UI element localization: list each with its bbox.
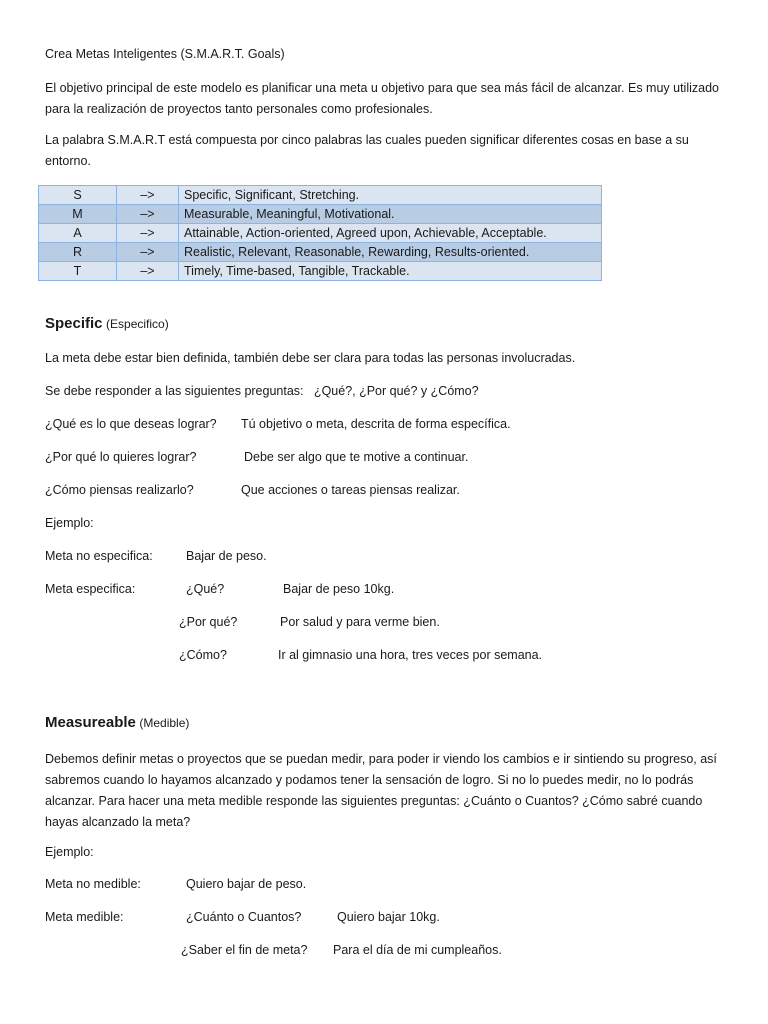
smart-table [38, 185, 602, 281]
specific-heading-title: Specific [45, 315, 103, 332]
table-row [39, 186, 602, 205]
table-row [39, 262, 602, 281]
specific-goal-answer-how: Ir al gimnasio una hora, tres veces por semana. [278, 648, 543, 662]
measureable-heading-title: Measureable [45, 714, 136, 731]
table-arrow: –> [117, 205, 179, 224]
specific-example-label: Ejemplo: [45, 516, 94, 530]
question-what: ¿Qué es lo que deseas lograr? [45, 417, 217, 431]
document-title: Crea Metas Inteligentes (S.M.A.R.T. Goals) [45, 47, 285, 61]
measurable-goal-question-how-much: ¿Cuánto o Cuantos? [186, 910, 302, 924]
non-specific-goal-value: Bajar de peso. [186, 549, 267, 563]
answer-what: Tú objetivo o meta, descrita de forma específica. [241, 417, 511, 431]
answer-how: Que acciones o tareas piensas realizar. [241, 483, 460, 497]
specific-paragraph-1: La meta debe estar bien definida, también debe ser clara para todas las personas involucradas. [45, 351, 576, 365]
question-why: ¿Por qué lo quieres lograr? [45, 450, 197, 464]
table-letter: R [39, 243, 117, 262]
table-letter: A [39, 224, 117, 243]
table-row [39, 224, 602, 243]
specific-goal-answer-what: Bajar de peso 10kg. [283, 582, 395, 596]
question-how: ¿Cómo piensas realizarlo? [45, 483, 194, 497]
measurable-goal-question-end: ¿Saber el fin de meta? [181, 943, 308, 957]
intro-paragraph-2: La palabra S.M.A.R.T está compuesta por cinco palabras las cuales pueden significar diferentes cosas en base a su entorno. [45, 133, 689, 168]
table-arrow: –> [117, 224, 179, 243]
specific-paragraph-2: Se debe responder a las siguientes preguntas: ¿Qué?, ¿Por qué? y ¿Cómo? [45, 384, 479, 398]
specific-goal-label: Meta especifica: [45, 582, 136, 596]
table-row [39, 243, 602, 262]
table-words: Measurable, Meaningful, Motivational. [179, 205, 602, 224]
intro-paragraph-1: El objetivo principal de este modelo es planificar una meta u objetivo para que sea más fácil de alcanzar. Es muy utilizado para la realización de proyectos tanto personales como profesionales. [45, 81, 719, 116]
specific-heading [45, 315, 169, 332]
non-measurable-goal-value: Quiero bajar de peso. [186, 877, 307, 891]
measureable-paragraph-1: Debemos definir metas o proyectos que se puedan medir, para poder ir viendo los cambios e ir sintiendo su progreso, así sabremos cuando lo hayamos alcanzado y podamos tener la sensación de logro. Si no lo puedes medir, no lo podrás alcanzar. Para hacer una meta medible responde las siguientes preguntas: ¿Cuánto o Cuantos? ¿Cómo sabré cuando hayas alcanzado la meta? [45, 752, 717, 829]
measureable-example-label: Ejemplo: [45, 845, 94, 859]
specific-goal-question-how: ¿Cómo? [179, 648, 227, 662]
non-specific-goal-label: Meta no especifica: [45, 549, 153, 563]
table-words: Realistic, Relevant, Reasonable, Rewarding, Results-oriented. [179, 243, 602, 262]
measurable-goal-answer-how-much: Quiero bajar 10kg. [337, 910, 440, 924]
table-words: Specific, Significant, Stretching. [179, 186, 602, 205]
non-measurable-goal-label: Meta no medible: [45, 877, 141, 891]
table-words: Timely, Time-based, Tangible, Trackable. [179, 262, 602, 281]
measureable-heading-subtitle: (Medible) [139, 716, 190, 730]
specific-heading-subtitle: (Especifico) [106, 317, 169, 331]
table-letter: S [39, 186, 117, 205]
specific-goal-question-what: ¿Qué? [186, 582, 225, 596]
measurable-goal-answer-end: Para el día de mi cumpleaños. [333, 943, 502, 957]
table-letter: M [39, 205, 117, 224]
table-row [39, 205, 602, 224]
table-arrow: –> [117, 262, 179, 281]
table-arrow: –> [117, 186, 179, 205]
measureable-heading [45, 714, 189, 731]
specific-goal-question-why: ¿Por qué? [179, 615, 238, 629]
table-arrow: –> [117, 243, 179, 262]
table-words: Attainable, Action-oriented, Agreed upon, Achievable, Acceptable. [179, 224, 602, 243]
answer-why: Debe ser algo que te motive a continuar. [244, 450, 469, 464]
measurable-goal-label: Meta medible: [45, 910, 124, 924]
table-letter: T [39, 262, 117, 281]
specific-goal-answer-why: Por salud y para verme bien. [280, 615, 440, 629]
